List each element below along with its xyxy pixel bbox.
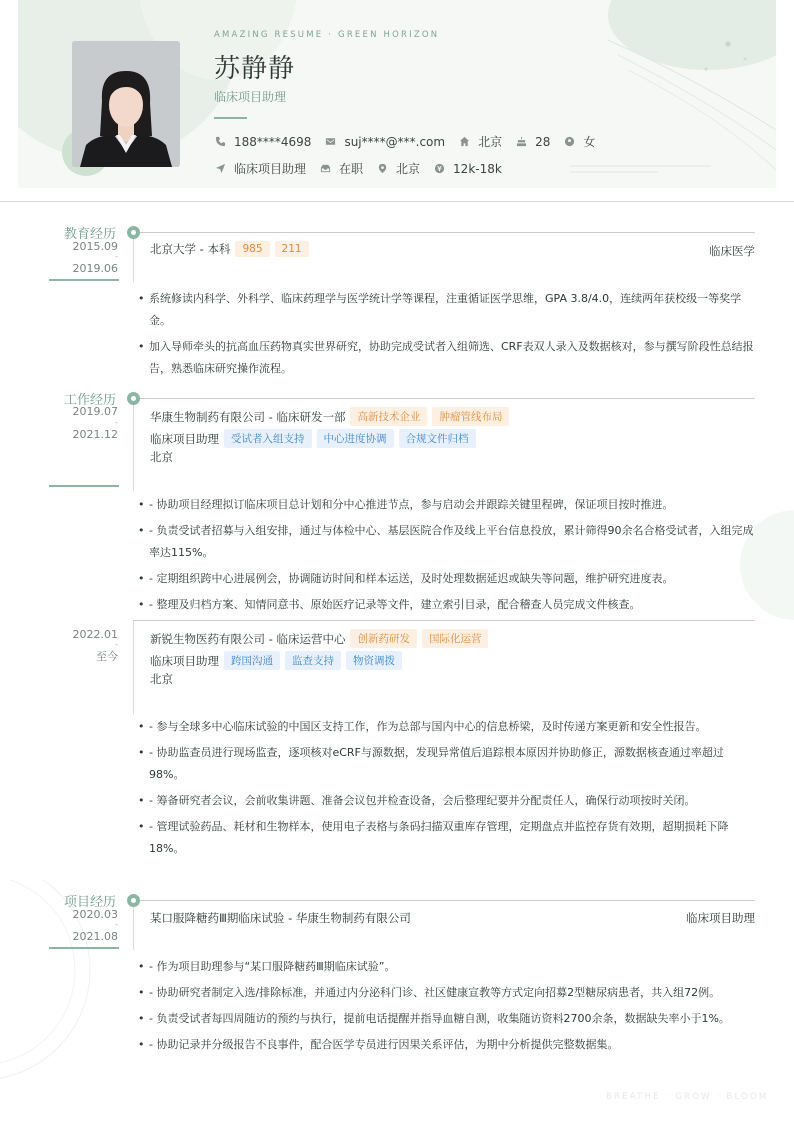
age-text: 28 xyxy=(535,134,551,149)
section-rule xyxy=(140,398,755,399)
section-accent-rule xyxy=(49,279,119,281)
company-tag: 创新药研发 xyxy=(350,629,417,648)
list-item: • - 参与全球多中心临床试验的中国区支持工作，作为总部与国内中心的信息桥梁，及时传递方案更新和安全性报告。 xyxy=(138,716,758,738)
job1-company-line xyxy=(150,407,509,426)
candidate-name: 苏静静 xyxy=(214,54,296,84)
mail-icon xyxy=(324,136,336,148)
timeline-node xyxy=(127,894,140,907)
education-date-end: 2019.06 xyxy=(72,262,118,275)
header-divider xyxy=(0,201,794,202)
hometown-item xyxy=(458,133,502,150)
footer-watermark: BREATHE · GROW · BLOOM xyxy=(606,1092,769,1102)
gender-icon xyxy=(563,136,575,148)
inbox-icon xyxy=(319,163,331,175)
job2-bullets xyxy=(138,716,758,864)
company-tag: 国际化运营 xyxy=(422,629,489,648)
job2-date-end: 至今 xyxy=(96,650,118,663)
section-rule xyxy=(140,900,755,901)
target-city-text: 北京 xyxy=(396,162,421,176)
gender-item xyxy=(563,133,595,150)
status-item xyxy=(319,160,363,177)
skill-tag: 合规文件归档 xyxy=(399,429,476,448)
education-bullets xyxy=(138,288,758,384)
list-item: • - 协助项目经理拟订临床项目总计划和分中心推进节点，参与启动会并跟踪关键里程碑，保证项目按时推进。 xyxy=(138,494,758,516)
company-tag: 高新技术企业 xyxy=(350,407,427,426)
education-school-line xyxy=(150,241,309,257)
job1-role: 临床项目助理 xyxy=(150,431,219,446)
section-rule xyxy=(140,232,755,233)
target-role-item xyxy=(214,160,306,177)
skill-tag: 中心进度协调 xyxy=(317,429,394,448)
project-bullets xyxy=(138,956,758,1060)
list-item: • - 整理及归档方案、知情同意书、原始医疗记录等文件，建立索引目录，配合稽查人员完成文件核查。 xyxy=(138,594,758,616)
job1-role-line xyxy=(150,429,476,448)
school-tag: 985 xyxy=(235,241,269,257)
section-title-education: 教育经历 xyxy=(63,227,116,242)
school-tag: 211 xyxy=(275,241,309,257)
school-name: 北京大学 - 本科 xyxy=(150,242,231,256)
skill-tag: 跨国沟通 xyxy=(224,651,280,670)
job1-bullets xyxy=(138,494,758,620)
list-item: • - 定期组织跨中心进展例会，协调随访时间和样本运送，及时处理数据延迟或缺失等问题，维护研究进度表。 xyxy=(138,568,758,590)
list-item: • 系统修读内科学、外科学、临床药理学与医学统计学等课程，注重循证医学思维，GPA 3.8/4.0，连续两年获校级一等奖学金。 xyxy=(138,288,758,332)
job2-company-line xyxy=(150,629,488,648)
phone-text: 188****4698 xyxy=(234,134,312,149)
job1-city: 北京 xyxy=(150,450,173,464)
phone-icon xyxy=(214,136,226,148)
timeline-line xyxy=(133,232,134,282)
skill-tag: 受试者入组支持 xyxy=(224,429,312,448)
list-item: • - 负责受试者招募与入组安排，通过与体检中心、基层医院合作及线上平台信息投放，累计筛得90余名合格受试者，入组完成率达115%。 xyxy=(138,520,758,564)
job-intent-row xyxy=(214,160,515,177)
email-text: suj****@***.com xyxy=(344,134,446,149)
list-item: • - 协助研究者制定入选/排除标准，并通过内分泌科门诊、社区健康宣教等方式定向招募2型糖尿病患者，共入组72例。 xyxy=(138,982,758,1004)
date-separator: - xyxy=(115,418,118,427)
age-item xyxy=(515,135,550,149)
list-item: • - 筹备研究者会议，会前收集讲题、准备会议包并检查设备，会后整理纪要并分配责任人，确保行动项按时关闭。 xyxy=(138,790,758,812)
date-separator: - xyxy=(115,252,118,261)
list-item: • 加入导师牵头的抗高血压药物真实世界研究，协助完成受试者入组筛选、CRF表双人录入及数据核对，参与撰写阶段性总结报告，熟悉临床研究操作流程。 xyxy=(138,336,758,380)
email-item[interactable] xyxy=(324,135,445,149)
project-role: 临床项目助理 xyxy=(686,911,755,925)
status-text: 在职 xyxy=(339,162,364,176)
skill-tag: 物资调拨 xyxy=(346,651,402,670)
home-icon xyxy=(458,136,470,148)
salary-text: 12k-18k xyxy=(453,161,502,176)
job1-date-end: 2021.12 xyxy=(72,428,118,441)
project-date-start: 2020.03 xyxy=(72,908,118,921)
entry-rule xyxy=(133,620,755,621)
profile-photo xyxy=(72,41,180,167)
section-accent-rule xyxy=(49,947,119,949)
job1-date-start: 2019.07 xyxy=(72,405,118,418)
section-title-project: 项目经历 xyxy=(63,895,116,910)
target-city-item xyxy=(376,160,420,177)
job2-date-start: 2022.01 xyxy=(72,628,118,641)
list-item: • - 协助记录并分级报告不良事件，配合医学专员进行因果关系评估，为期中分析提供完整数据集。 xyxy=(138,1034,758,1056)
resume-tagline: AMAZING RESUME · GREEN HORIZON xyxy=(214,30,440,40)
send-icon xyxy=(214,163,226,175)
timeline-line xyxy=(133,900,134,950)
timeline-node xyxy=(127,226,140,239)
job1-company: 华康生物制药有限公司 - 临床研发一部 xyxy=(150,409,346,424)
date-separator: - xyxy=(115,640,118,649)
list-item: • - 负责受试者每四周随访的预约与执行，提前电话提醒并指导血糖自测，收集随访资料2700余条，数据缺失率小于1%。 xyxy=(138,1008,758,1030)
contact-row xyxy=(214,133,608,150)
list-item: • - 管理试验药品、耗材和生物样本，使用电子表格与条码扫描双重库存管理，定期盘点并监控存货有效期，超期损耗下降18%。 xyxy=(138,816,758,860)
company-tag: 肿瘤管线布局 xyxy=(432,407,509,426)
job2-role: 临床项目助理 xyxy=(150,653,219,668)
cake-icon xyxy=(515,136,527,148)
gender-text: 女 xyxy=(583,135,596,149)
timeline-line xyxy=(133,620,134,714)
education-date-start: 2015.09 xyxy=(72,240,118,253)
job2-role-line xyxy=(150,651,402,670)
job2-company: 新锐生物医药有限公司 - 临床运营中心 xyxy=(150,631,346,646)
timeline-line xyxy=(133,398,134,491)
section-accent-rule xyxy=(49,485,119,487)
hometown-text: 北京 xyxy=(478,135,503,149)
education-major: 临床医学 xyxy=(709,244,755,258)
candidate-title: 临床项目助理 xyxy=(214,90,287,104)
section-title-work: 工作经历 xyxy=(63,393,116,408)
location-pin-icon xyxy=(376,163,388,175)
job2-city: 北京 xyxy=(150,672,173,686)
skill-tag: 监查支持 xyxy=(285,651,341,670)
salary-item xyxy=(433,162,502,176)
money-icon xyxy=(433,163,445,175)
phone-item[interactable] xyxy=(214,135,311,149)
target-role-text: 临床项目助理 xyxy=(234,162,307,176)
title-underline xyxy=(214,117,247,119)
list-item: • - 作为项目助理参与“某口服降糖药Ⅲ期临床试验”。 xyxy=(138,956,758,978)
timeline-node xyxy=(127,392,140,405)
project-date-end: 2021.08 xyxy=(72,930,118,943)
project-name: 某口服降糖药Ⅲ期临床试验 - 华康生物制药有限公司 xyxy=(150,911,411,925)
list-item: • - 协助监查员进行现场监查，逐项核对eCRF与源数据，发现异常值后追踪根本原因并协助修正，源数据核查通过率超过98%。 xyxy=(138,742,758,786)
date-separator: - xyxy=(115,920,118,929)
